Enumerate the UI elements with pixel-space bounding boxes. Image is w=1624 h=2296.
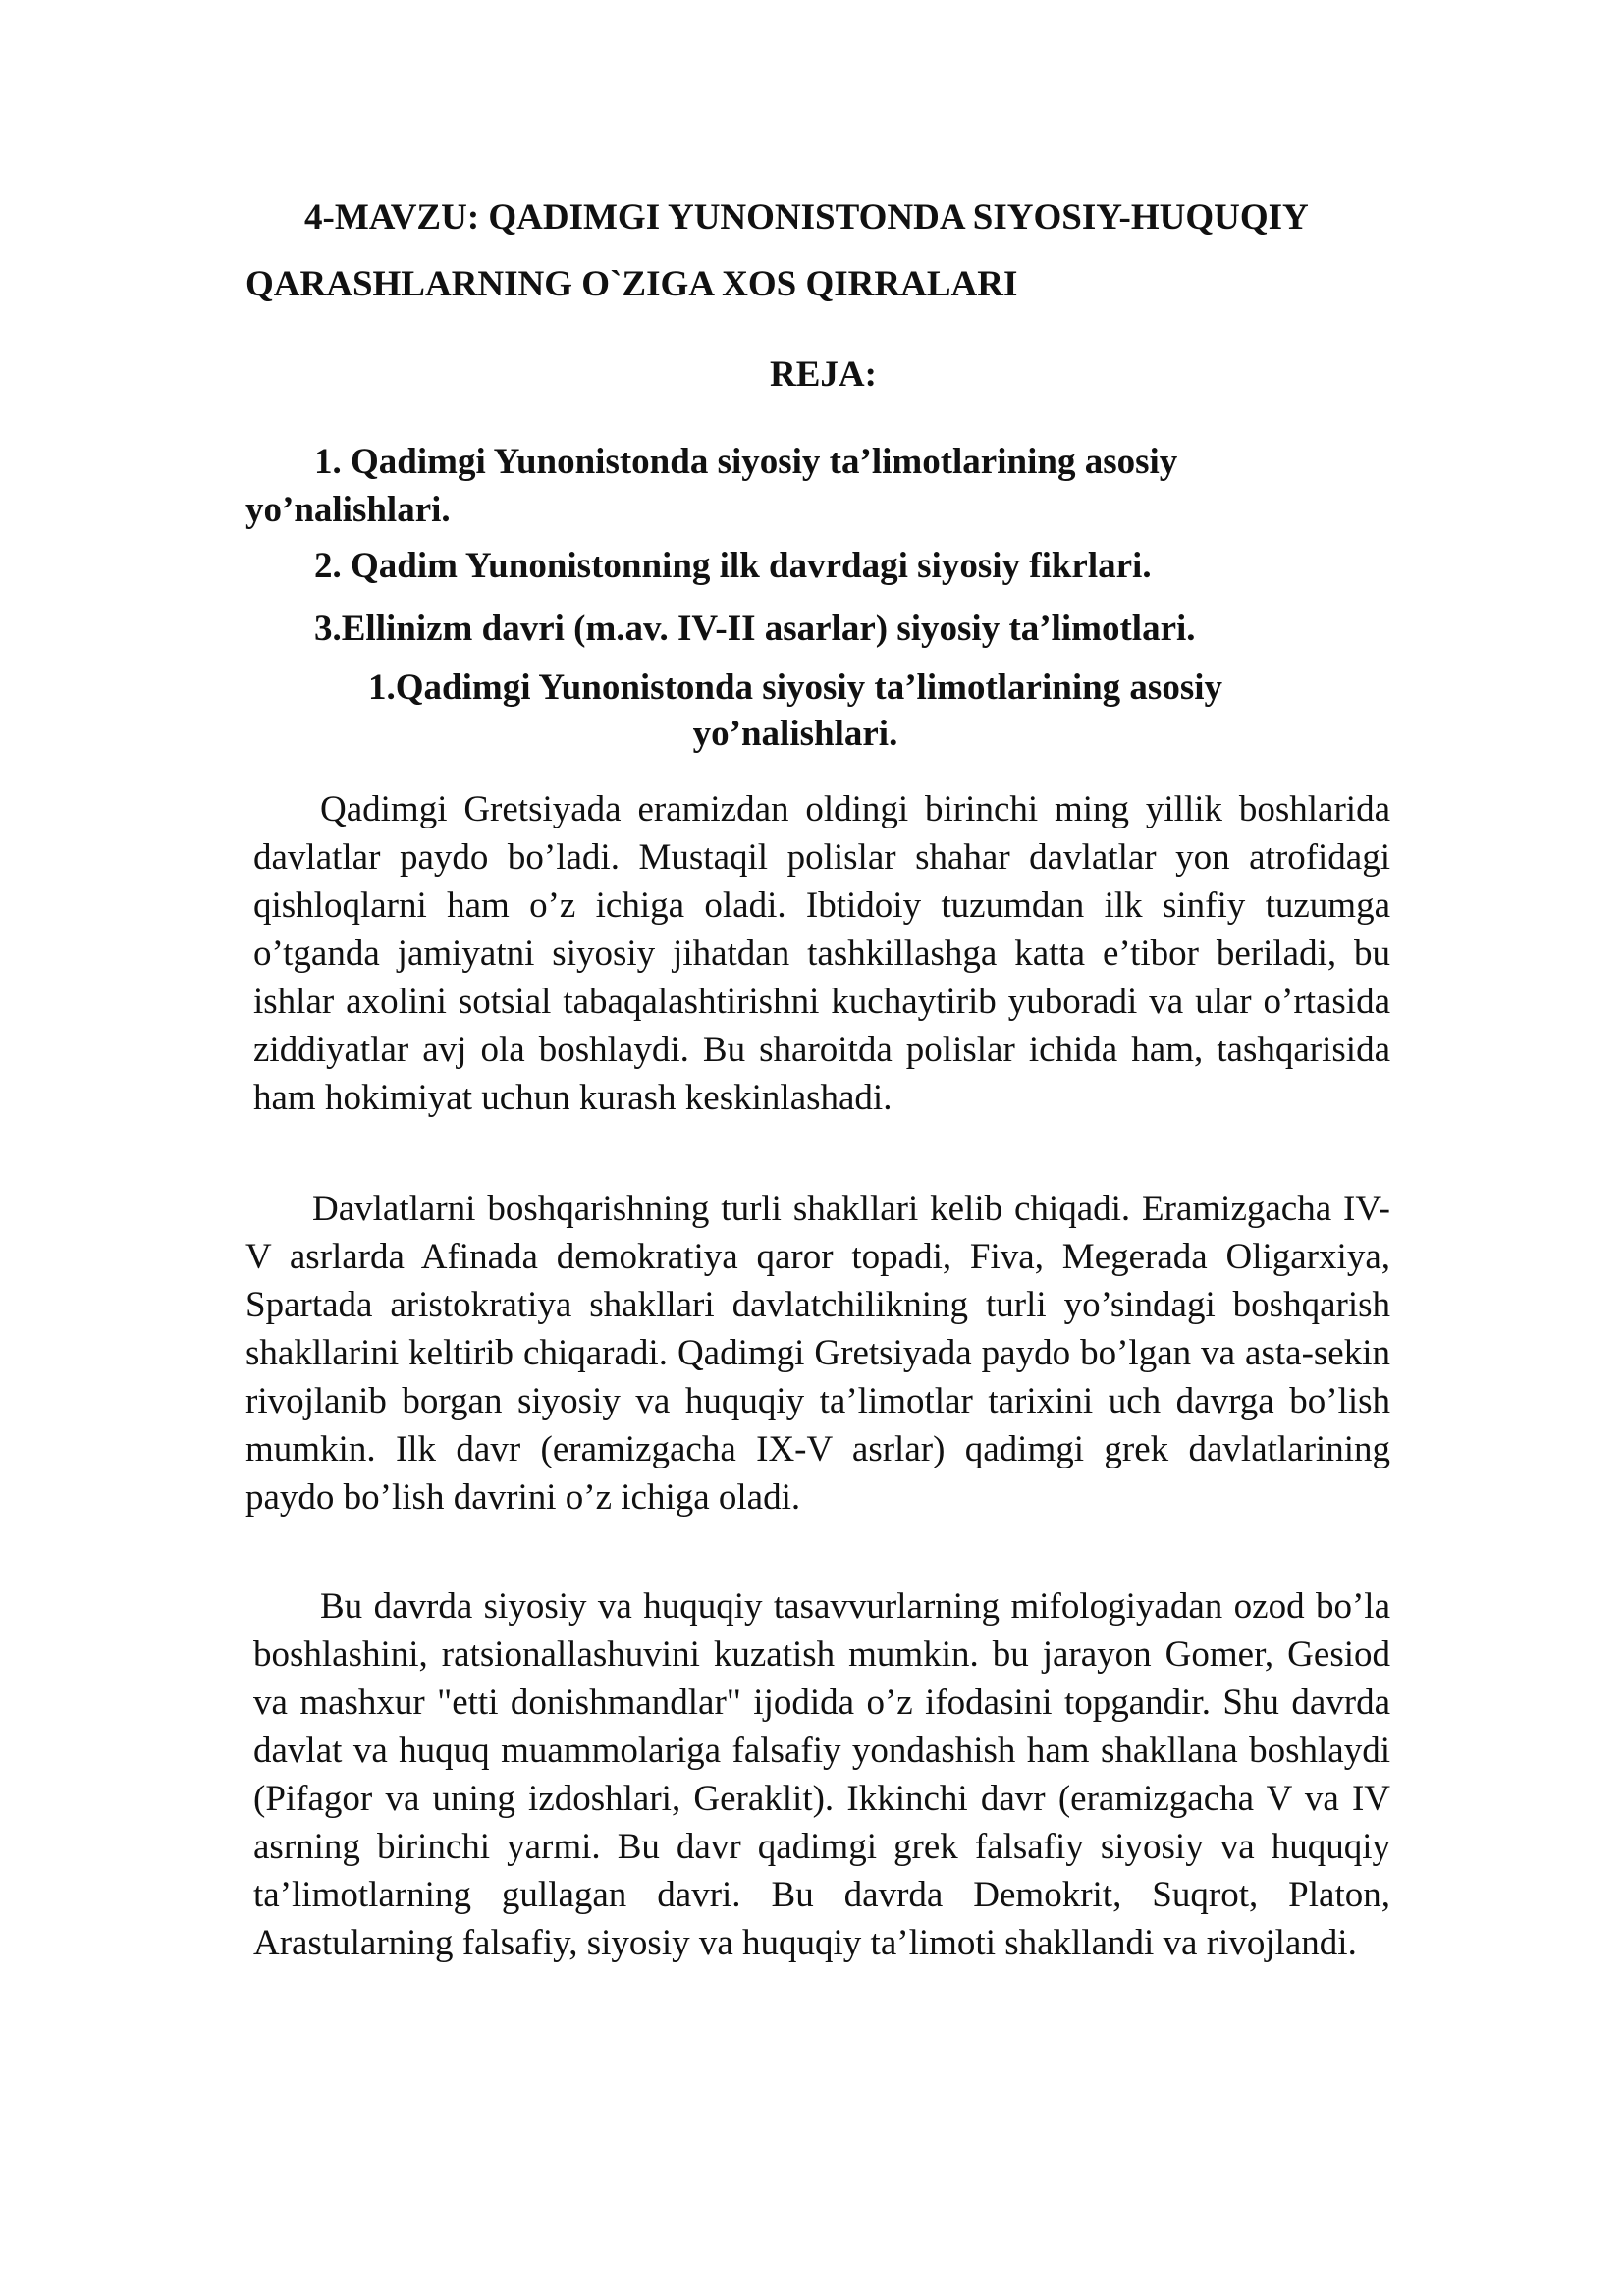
- body-paragraph-1: Qadimgi Gretsiyada eramizdan oldingi birinchi ming yillik boshlarida davlatlar paydo bo’ladi. Mustaqil polislar shahar davlatlar yon atrofidagi qishloqlarni ham o’z ichiga oladi. Ibtidoiy tuzumdan ilk sinfiy tuzumga o’tganda jamiyatni siyosiy jihatdan tashkillashga katta e’tibor beriladi, bu ishlar axolini sotsial tabaqalashtirishni kuchaytirib yuboradi va ular o’rtasida ziddiyatlar avj ola boshlaydi. Bu sharoitda polislar ichida ham, tashqarisida ham hokimiyat uchun kurash keskinlashadi.: [253, 789, 1390, 1118]
- section-1-heading-line-2: yo’nalishlari.: [692, 714, 898, 754]
- plan-heading: REJA:: [770, 354, 877, 395]
- plan-item-2: 2. Qadim Yunonistonning ilk davrdagi siyosiy fikrlari.: [314, 546, 1152, 586]
- topic-title-line-1: 4-MAVZU: QADIMGI YUNONISTONDA SIYOSIY-HUQUQIY: [304, 197, 1309, 238]
- section-1-heading-line-1: 1.Qadimgi Yunonistonda siyosiy ta’limotlarining asosiy: [367, 667, 1223, 708]
- plan-item-1-line-1: 1. Qadimgi Yunonistonda siyosiy ta’limotlarining asosiy: [314, 442, 1178, 482]
- topic-title-line-2: QARASHLARNING O`ZIGA XOS QIRRALARI: [245, 264, 1018, 304]
- body-paragraph-3: Bu davrda siyosiy va huquqiy tasavvurlarning mifologiyadan ozod bo’la boshlashini, ratsionallashuvini kuzatish mumkin. bu jarayon Gomer, Gesiod va mashxur "etti donishmandlar" ijodida o’z ifodasini topgandir. Shu davrda davlat va huquq muammolariga falsafiy yondashish ham shakllana boshlaydi (Pifagor va uning izdoshlari, Geraklit). Ikkinchi davr (eramizgacha V va IV asrning birinchi yarmi. Bu davr qadimgi grek falsafiy siyosiy va huquqiy ta’limotlarning gullagan davri. Bu davrda Demokrit, Suqrot, Platon, Arastularning falsafiy, siyosiy va huquqiy ta’limoti shakllandi va rivojlandi.: [253, 1586, 1390, 1963]
- plan-item-3: 3.Ellinizm davri (m.av. IV-II asarlar) siyosiy ta’limotlari.: [314, 609, 1196, 649]
- plan-item-1-line-2: yo’nalishlari.: [245, 490, 451, 530]
- body-paragraph-2: Davlatlarni boshqarishning turli shakllari kelib chiqadi. Eramizgacha IV-V asrlarda Afinada demokratiya qaror topadi, Fiva, Megerada Oligarxiya, Spartada aristokratiya shakllari davlatchilikning turli yo’sindagi boshqarish shakllarini keltirib chiqaradi. Qadimgi Gretsiyada paydo bo’lgan va asta-sekin rivojlanib borgan siyosiy va huquqiy ta’limotlar tarixini uch davrga bo’lish mumkin. Ilk davr (eramizgacha IX-V asrlar) qadimgi grek davlatlarining paydo bo’lish davrini o’z ichiga oladi.: [245, 1189, 1390, 1518]
